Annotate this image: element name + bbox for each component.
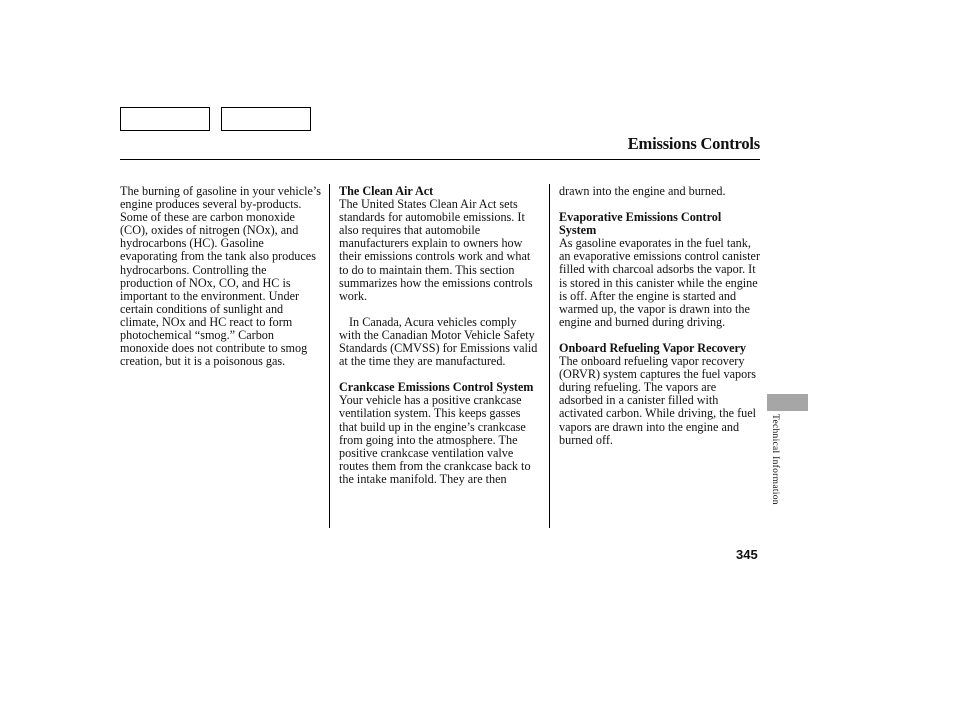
column-middle xyxy=(339,185,541,486)
page-number: 345 xyxy=(736,547,758,562)
evaporative-paragraph: As gasoline evaporates in the fuel tank, an evaporative emissions control canister filled with charcoal adsorbs the vapor. It is stored in this canister while the engine is off. After the engine is started and warmed up, the vapor is drawn into the engine and burned during driving. xyxy=(559,236,761,329)
canada-paragraph: In Canada, Acura vehicles comply with the Canadian Motor Vehicle Safety Standards (CMVSS) for Emissions valid at the time they are manufactured. xyxy=(339,314,538,369)
header-rule xyxy=(120,159,760,160)
section-heading-evaporative: Evaporative Emissions Control System xyxy=(559,210,722,238)
section-heading-orvr: Onboard Refueling Vapor Recovery xyxy=(559,340,746,355)
column-left xyxy=(120,185,322,368)
column-divider-1 xyxy=(329,184,330,528)
section-tab[interactable] xyxy=(767,394,808,411)
section-heading-clean-air-act: The Clean Air Act xyxy=(339,184,434,198)
continued-paragraph: drawn into the engine and burned. xyxy=(559,184,726,198)
section-heading-crankcase: Crankcase Emissions Control System xyxy=(339,380,534,395)
orvr-paragraph: The onboard refueling vapor recovery (ORVR) system captures the fuel vapors during refueling. The vapors are adsorbed in a canister filled with activated carbon. While driving, the fuel vapors are drawn into the engine and burned off. xyxy=(559,354,757,447)
page-title: Emissions Controls xyxy=(627,134,760,153)
crankcase-paragraph: Your vehicle has a positive crankcase ventilation system. This keeps gasses that build up in the engine’s crankcase from going into the atmosphere. The positive crankcase ventilation valve routes them from the crankcase back to the intake manifold. They are then xyxy=(339,393,531,486)
section-tab-label: Technical Information xyxy=(770,414,780,505)
nav-box-left[interactable] xyxy=(120,107,210,131)
column-right xyxy=(559,185,761,447)
clean-air-act-paragraph: The United States Clean Air Act sets standards for automobile emissions. It also requires that automobile manufacturers explain to owners how their emissions controls work and what to do to maintain them. This section summarizes how the emissions controls work. xyxy=(339,197,533,303)
column-divider-2 xyxy=(549,184,550,528)
nav-box-right[interactable] xyxy=(221,107,311,131)
intro-paragraph: The burning of gasoline in your vehicle’s engine produces several by-products. Some of these are carbon monoxide (CO), oxides of nitrogen (NOx), and hydrocarbons (HC). Gasoline evaporating from the tank also produces hydrocarbons. Controlling the production of NOx, CO, and HC is important to the environment. Under certain conditions of sunlight and climate, NOx and HC react to form photochemical “smog.” Carbon monoxide does not contribute to smog creation, but it is a poisonous gas. xyxy=(120,184,322,369)
